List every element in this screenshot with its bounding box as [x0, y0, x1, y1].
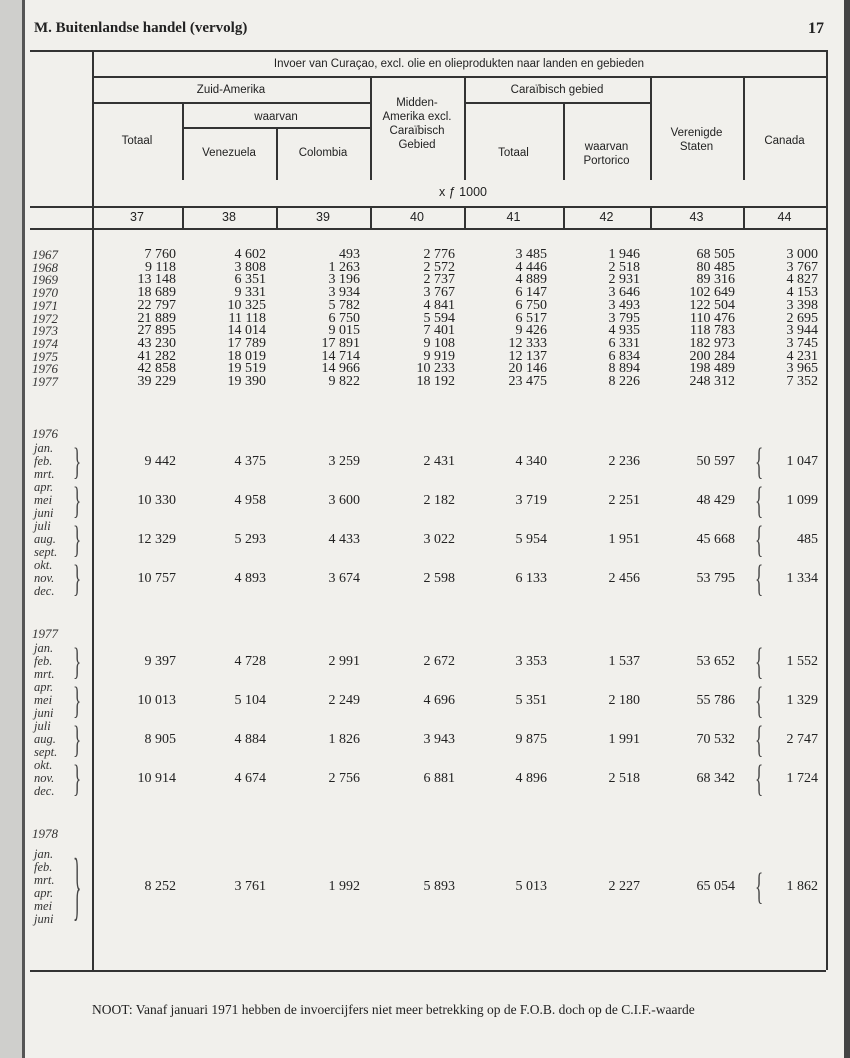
unit-label: x ƒ 1000 [439, 185, 487, 199]
row-year-label: 1976 [32, 426, 58, 441]
table-cell: 2 931 [608, 272, 640, 288]
group-caraibisch: Caraïbisch gebied [510, 84, 604, 96]
table-cell: 5 293 [234, 531, 266, 547]
table-cell: 3 943 [423, 731, 455, 747]
table-cell: 45 668 [696, 531, 735, 547]
table-cell: 53 795 [696, 570, 735, 586]
table-cell: 17 789 [227, 335, 266, 351]
table-cell: 6 750 [515, 297, 547, 313]
table-cell: 2 572 [423, 259, 455, 275]
table-cell: 1 047 [786, 453, 818, 469]
month-label: apr. [34, 480, 54, 494]
table-cell: 1 099 [786, 492, 818, 508]
table-cell: 6 750 [328, 310, 360, 326]
table-cell: 6 517 [515, 310, 547, 326]
month-label: dec. [34, 584, 55, 598]
col-verenigde-staten: Verenigde Staten [670, 127, 723, 153]
col-venezuela: Venezuela [202, 147, 256, 159]
rule-caption [92, 76, 826, 78]
table-cell: 182 973 [689, 335, 735, 351]
table-cell: 7 401 [423, 323, 455, 339]
table-cell: 20 146 [508, 361, 547, 377]
column-number: 43 [689, 210, 704, 224]
table-cell: 8 894 [608, 361, 640, 377]
brace-icon: } [73, 479, 82, 522]
table-cell: 2 251 [608, 492, 640, 508]
brace-icon: { [755, 640, 764, 683]
table-cell: 80 485 [696, 259, 735, 275]
table-caption: Invoer van Curaçao, excl. olie en olieprodukten naar landen en gebieden [273, 58, 645, 70]
table-cell: 4 231 [786, 348, 818, 364]
table-cell: 122 504 [689, 297, 735, 313]
table-cell: 1 334 [786, 570, 818, 586]
row-year-label: 1969 [32, 272, 58, 288]
table-cell: 4 446 [515, 259, 547, 275]
column-number: 41 [506, 210, 521, 224]
table-cell: 18 689 [137, 285, 176, 301]
month-label: mrt. [34, 873, 55, 887]
month-label: jan. [34, 441, 54, 455]
month-label: mei [34, 899, 53, 913]
table-cell: 3 745 [786, 335, 818, 351]
table-cell: 2 598 [423, 570, 455, 586]
table-cell: 9 015 [328, 323, 360, 339]
brace-icon: } [73, 518, 82, 561]
table-cell: 7 760 [144, 247, 176, 262]
table-cell: 1 992 [328, 879, 360, 894]
month-label: okt. [34, 758, 53, 772]
table-cell: 68 505 [696, 247, 735, 262]
table-cell: 3 674 [328, 570, 360, 586]
table-cell: 4 827 [786, 272, 818, 288]
table-cell: 3 398 [786, 297, 818, 313]
table-cell: 4 728 [234, 653, 266, 669]
table-cell: 23 475 [508, 374, 547, 389]
table-cell: 3 196 [328, 272, 360, 288]
table-cell: 9 426 [515, 323, 547, 339]
brace-icon: { [755, 757, 764, 800]
month-label: juni [34, 912, 54, 926]
table-cell: 65 054 [696, 879, 735, 894]
table-cell: 14 014 [227, 323, 266, 339]
table-cell: 5 594 [423, 310, 455, 326]
row-year-label: 1974 [32, 335, 58, 351]
brace-icon: } [73, 440, 82, 483]
table-cell: 3 000 [786, 247, 818, 262]
table-cell: 4 433 [328, 531, 360, 547]
month-label: jan. [34, 641, 54, 655]
vrule [743, 206, 745, 228]
rule-stub [92, 50, 94, 970]
table-cell: 1 991 [608, 731, 640, 747]
table-cell: 2 431 [423, 453, 455, 469]
row-year-label: 1977 [32, 374, 58, 389]
col-canada: Canada [764, 135, 805, 147]
page-edge [0, 0, 25, 1058]
table-cell: 3 944 [786, 323, 818, 339]
table-cell: 42 858 [137, 361, 176, 377]
table-cell: 4 674 [234, 770, 266, 786]
column-number: 42 [599, 210, 614, 224]
rule-za [92, 102, 370, 104]
table-cell: 3 493 [608, 297, 640, 313]
column-number: 44 [777, 210, 792, 224]
table-cell: 3 767 [786, 259, 818, 275]
brace-icon: { [755, 518, 764, 561]
table-cell: 6 351 [234, 272, 266, 288]
table-cell: 5 782 [328, 297, 360, 313]
table-cell: 3 719 [515, 492, 547, 508]
table-cell: 41 282 [137, 348, 176, 364]
table-cell: 3 485 [515, 247, 547, 262]
brace-icon: } [73, 718, 82, 761]
table-cell: 4 841 [423, 297, 455, 313]
table-cell: 4 340 [515, 453, 547, 469]
month-label: aug. [34, 732, 56, 746]
table-cell: 8 252 [144, 879, 176, 894]
row-year-label: 1970 [32, 285, 58, 301]
table-cell: 3 934 [328, 285, 360, 301]
table-cell: 10 330 [137, 492, 176, 508]
table-cell: 1 724 [786, 770, 818, 786]
table-cell: 6 834 [608, 348, 640, 364]
group-zuid-amerika: Zuid-Amerika [196, 84, 266, 96]
footnote: NOOT: Vanaf januari 1971 hebben de invoercijfers niet meer betrekking op de F.O.B. doch op de C.I.F.-waarde [92, 1002, 695, 1017]
month-label: nov. [34, 571, 55, 585]
vrule [276, 206, 278, 228]
vrule [743, 76, 745, 180]
row-year-label: 1977 [32, 626, 58, 641]
table-cell: 9 919 [423, 348, 455, 364]
table-cell: 27 895 [137, 323, 176, 339]
vrule [650, 206, 652, 228]
table-cell: 4 958 [234, 492, 266, 508]
table-cell: 12 137 [508, 348, 547, 364]
table-cell: 1 552 [786, 653, 818, 669]
row-year-label: 1973 [32, 323, 58, 339]
table-cell: 3 795 [608, 310, 640, 326]
table-cell: 1 826 [328, 731, 360, 747]
table-cell: 3 761 [234, 879, 266, 894]
row-year-label: 1975 [32, 348, 58, 364]
month-label: apr. [34, 886, 54, 900]
table-cell: 2 747 [786, 731, 818, 747]
month-label: sept. [34, 745, 58, 759]
row-year-label: 1971 [32, 297, 58, 313]
table-cell: 2 518 [608, 259, 640, 275]
table-cell: 110 476 [690, 310, 735, 326]
table-cell: 2 672 [423, 653, 455, 669]
brace-icon: } [73, 757, 82, 800]
table-cell: 9 822 [328, 374, 360, 389]
table-cell: 1 951 [608, 531, 640, 547]
month-label: juni [34, 506, 54, 520]
month-label: dec. [34, 784, 55, 798]
brace-icon: { [755, 557, 764, 600]
row-year-label: 1978 [32, 826, 58, 841]
table-cell: 13 148 [137, 272, 176, 288]
table-cell: 2 776 [423, 247, 455, 262]
table-cell: 19 390 [227, 374, 266, 389]
table-cell: 2 236 [608, 453, 640, 469]
table-cell: 19 519 [227, 361, 266, 377]
month-label: mrt. [34, 667, 55, 681]
month-label: apr. [34, 680, 54, 694]
table-cell: 3 965 [786, 361, 818, 377]
column-number: 40 [410, 210, 424, 224]
table-cell: 3 259 [328, 453, 360, 469]
table-cell: 8 905 [144, 731, 176, 747]
table-cell: 198 489 [689, 361, 735, 377]
table-cell: 3 600 [328, 492, 360, 508]
table-cell: 43 230 [137, 335, 176, 351]
col-totaal-cg: Totaal [498, 147, 529, 159]
vrule [370, 206, 372, 228]
table-cell: 3 353 [515, 653, 547, 669]
vrule [563, 206, 565, 228]
row-year-label: 1968 [32, 259, 58, 275]
table-cell: 2 249 [328, 692, 360, 708]
table-cell: 14 714 [321, 348, 360, 364]
rule-colnum-bottom [30, 228, 826, 230]
table-cell: 2 456 [608, 570, 640, 586]
table-cell: 10 013 [137, 692, 176, 708]
table-cell: 4 893 [234, 570, 266, 586]
month-label: sept. [34, 545, 58, 559]
table-cell: 4 889 [515, 272, 547, 288]
table-cell: 9 118 [145, 259, 176, 275]
table-cell: 10 757 [137, 570, 176, 586]
table-cell: 3 767 [423, 285, 455, 301]
table-cell: 3 646 [608, 285, 640, 301]
col-midden-amerika: Midden- Amerika excl. Caraïbisch Gebied [382, 97, 452, 151]
table-cell: 7 352 [786, 374, 818, 389]
col-totaal-za: Totaal [121, 135, 153, 147]
page-title: M. Buitenlandse handel (vervolg) [34, 20, 248, 36]
table-cell: 200 284 [689, 348, 735, 364]
table-cell: 5 013 [515, 879, 547, 894]
table-cell: 2 518 [608, 770, 640, 786]
month-label: aug. [34, 532, 56, 546]
month-label: juni [34, 706, 54, 720]
column-number: 38 [222, 210, 236, 224]
table-cell: 4 935 [608, 323, 640, 339]
table-cell: 9 397 [144, 653, 176, 669]
row-year-label: 1976 [32, 361, 58, 377]
group-waarvan: waarvan [254, 111, 298, 123]
brace-icon: } [73, 557, 82, 600]
table-cell: 4 375 [234, 453, 266, 469]
brace-icon: { [755, 866, 764, 908]
vrule [464, 206, 466, 228]
month-label: juli [34, 719, 51, 733]
table-cell: 4 896 [515, 770, 547, 786]
table-cell: 48 429 [696, 492, 735, 508]
month-label: jan. [34, 847, 54, 861]
table-cell: 50 597 [696, 453, 735, 469]
brace-icon: { [755, 440, 764, 483]
rule-top [30, 50, 826, 52]
brace-icon: } [73, 845, 82, 929]
month-label: mrt. [34, 467, 55, 481]
table-cell: 118 783 [690, 323, 735, 339]
table-cell: 2 991 [328, 653, 360, 669]
table-cell: 18 019 [227, 348, 266, 364]
table-cell: 5 893 [423, 879, 455, 894]
table-cell: 11 118 [228, 310, 266, 326]
vrule [182, 206, 184, 228]
table-cell: 9 442 [144, 453, 176, 469]
table-cell: 485 [797, 531, 818, 547]
row-year-label: 1967 [32, 247, 58, 262]
table-cell: 89 316 [696, 272, 735, 288]
col-colombia: Colombia [298, 147, 348, 159]
table-cell: 12 333 [508, 335, 547, 351]
table-cell: 2 227 [608, 879, 640, 894]
table-cell: 5 351 [515, 692, 547, 708]
table-cell: 14 966 [321, 361, 360, 377]
table-cell: 2 756 [328, 770, 360, 786]
brace-icon: } [73, 679, 82, 722]
table-cell: 4 602 [234, 247, 266, 262]
rule-bottom [30, 970, 826, 972]
page-number: 17 [808, 20, 824, 37]
table-cell: 2 180 [608, 692, 640, 708]
table-cell: 1 329 [786, 692, 818, 708]
month-label: nov. [34, 771, 55, 785]
col-portorico: waarvan Portorico [583, 141, 630, 167]
table-cell: 3 808 [234, 259, 266, 275]
page-edge-right [844, 0, 850, 1058]
table-cell: 12 329 [137, 531, 176, 547]
column-number: 39 [316, 210, 330, 224]
table-cell: 5 104 [234, 692, 266, 708]
rule-cg [464, 102, 650, 104]
table-cell: 9 331 [234, 285, 266, 301]
brace-icon: { [755, 479, 764, 522]
month-label: feb. [34, 654, 53, 668]
table-cell: 2 695 [786, 310, 818, 326]
table-cell: 10 914 [137, 770, 176, 786]
table-cell: 248 312 [689, 374, 735, 389]
month-label: mei [34, 493, 53, 507]
table-cell: 55 786 [696, 692, 735, 708]
table-cell: 1 537 [608, 653, 640, 669]
table-cell: 53 652 [696, 653, 735, 669]
table-cell: 2 182 [423, 492, 455, 508]
table-cell: 3 022 [423, 531, 455, 547]
row-year-label: 1972 [32, 310, 58, 326]
table-cell: 6 331 [608, 335, 640, 351]
brace-icon: } [73, 640, 82, 683]
rule-colnum-top [30, 206, 826, 208]
month-label: mei [34, 693, 53, 707]
table-cell: 22 797 [137, 297, 176, 313]
brace-icon: { [755, 679, 764, 722]
table-cell: 9 108 [423, 335, 455, 351]
table-cell: 1 862 [786, 879, 818, 894]
table-cell: 39 229 [137, 374, 176, 389]
month-label: feb. [34, 454, 53, 468]
table-cell: 18 192 [416, 374, 455, 389]
month-label: feb. [34, 860, 53, 874]
table-cell: 8 226 [608, 374, 640, 389]
table-cell: 21 889 [137, 310, 176, 326]
column-number: 37 [130, 210, 144, 224]
table-cell: 493 [339, 247, 360, 262]
table-cell: 17 891 [321, 335, 360, 351]
rule-right [826, 50, 828, 970]
table-cell: 6 881 [423, 770, 455, 786]
table-cell: 70 532 [696, 731, 735, 747]
table-cell: 68 342 [696, 770, 735, 786]
table-cell: 10 325 [227, 297, 266, 313]
brace-icon: { [755, 718, 764, 761]
month-label: okt. [34, 558, 53, 572]
month-label: juli [34, 519, 51, 533]
table-cell: 2 737 [423, 272, 455, 288]
table-cell: 4 696 [423, 692, 455, 708]
table-cell: 4 884 [234, 731, 266, 747]
table-cell: 1 263 [328, 259, 360, 275]
table-cell: 102 649 [689, 285, 735, 301]
table-cell: 4 153 [786, 285, 818, 301]
table-cell: 5 954 [515, 531, 547, 547]
table-cell: 9 875 [515, 731, 547, 747]
table-cell: 1 946 [608, 247, 640, 262]
table-cell: 10 233 [416, 361, 455, 377]
table-cell: 6 133 [515, 570, 547, 586]
table-cell: 6 147 [515, 285, 547, 301]
